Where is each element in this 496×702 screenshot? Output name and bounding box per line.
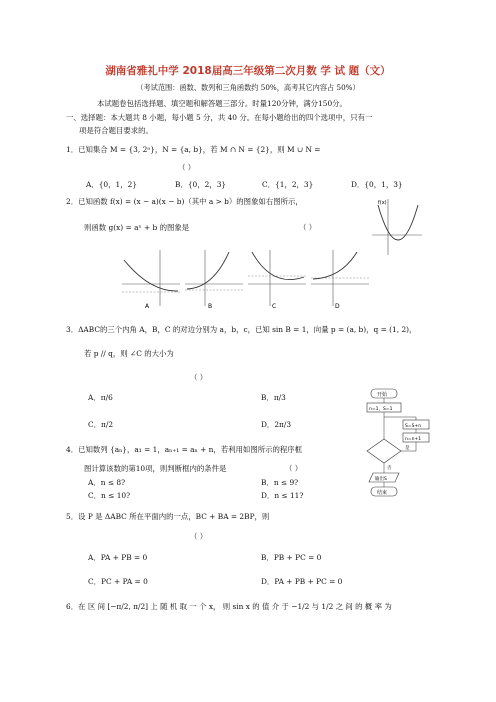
q2-graph-d [309,248,371,310]
q4-option-c: C．n ≤ 10? [88,491,131,500]
q1-option-b: B．{0，2，3} [175,180,227,189]
q4-option-b: B．n ≤ 9? [261,478,299,487]
q5-option-b: B．PB + PC = 0 [261,553,322,562]
q3-stem-cont: 若 p // q，则 ∠C 的大小为 [84,349,174,358]
page-title: 湖南省雅礼中学 2018届高三年级第二次月数 学 试 题（文） [105,65,391,77]
q1-option-c: C．{1，2，3} [262,180,314,189]
q1-paren: （ ） [178,163,196,172]
q4-option-d: D．n ≤ 11? [261,491,304,500]
q3-option-a: A．π/6 [88,393,113,402]
q2-stem: 2．已知函数 f(x) = (x − a)(x − b)（其中 a > b）的图象如右图所示， [66,197,303,206]
q5-option-a: A．PA + PB = 0 [88,553,148,562]
q2-graph-d-label: D [335,303,340,310]
q6-stem: 6．在 区 间 [−π/2, π/2] 上 随 机 取 一 个 x， 则 sin x 的 值 介 于 −1/2 与 1/2 之 间 的 概 率 为 [66,602,392,611]
flowchart-yes: 是 [405,446,410,451]
q5-paren: （ ） [190,532,208,541]
q3-option-c: C．π/2 [88,420,114,429]
q3-option-d: D．2π/3 [261,420,292,429]
flowchart-init: n=1，S=1 [369,407,393,412]
q3-stem: 3．ΔABC的三个内角 A，B，C 的对边分别为 a，b，c，已知 sin B = 1，向量 p = (a, b)，q = (1, 2)， [66,325,417,334]
q3-option-b: B．π/3 [261,393,286,402]
q5-option-c: C．PC + PA = 0 [88,577,148,586]
exam-intro: 本试题卷包括选择题、填空题和解答题三部分。时量120分钟，满分150分。 [97,99,347,108]
flowchart-end: 结束 [377,490,388,496]
q2-paren: （ ） [299,223,317,232]
section-heading-cont: 项是符合题目要求的。 [79,126,153,135]
q4-flowchart [355,387,435,499]
q3-paren: （ ） [190,373,208,382]
q5-option-d: D．PA + PB + PC = 0 [261,577,343,586]
q2-graph-b-label: B [208,303,213,310]
flowchart-calc: S=S+n [405,424,422,429]
q1-option-d: D．{0，1，3} [351,180,403,189]
flowchart-inc: n=n+1 [405,437,422,442]
flowchart-start: 开始 [377,392,388,398]
flowchart-no: 否 [387,466,392,471]
q4-stem: 4．已知数列 {aₙ}，a₁ = 1，aₙ₊₁ = aₙ + n，若利用如图所示的程序框 [66,445,303,454]
q2-fx-label: f(x) [378,200,387,206]
q2-graph-a [120,248,182,310]
q2-fx-graph [370,195,424,257]
section-heading: 一、选择题：本大题共 8 小题，每小题 5 分，共 40 分。在每小题给出的四个选项中，只有一 [66,113,373,122]
q1-stem: 1．已知集合 M = {3, 2ᵃ}，N = {a, b}，若 M ∩ N = {2}，则 M ∪ N = [66,145,321,154]
q4-paren: （ ） [285,464,303,473]
q2-graph-c [246,248,308,310]
q5-stem: 5．设 P 是 ΔABC 所在平面内的一点，BC + BA = 2BP，则 [66,512,270,521]
q4-option-a: A．n ≤ 8? [88,478,126,487]
q1-option-a: A．{0，1，2} [86,180,138,189]
q4-stem-cont: 图计算该数的第10项，则判断框内的条件是 [84,464,227,473]
q2-graph-a-label: A [145,303,150,310]
exam-scope: （考试范围：函数、数列和三角函数约 50%，高考其它内容占 50%） [136,83,360,92]
flowchart-output: 输出S [375,477,387,482]
q2-stem-cont: 则函数 g(x) = aˣ + b 的图象是 [84,223,190,232]
q2-graph-c-label: C [272,303,277,310]
q2-graph-b [183,248,245,310]
